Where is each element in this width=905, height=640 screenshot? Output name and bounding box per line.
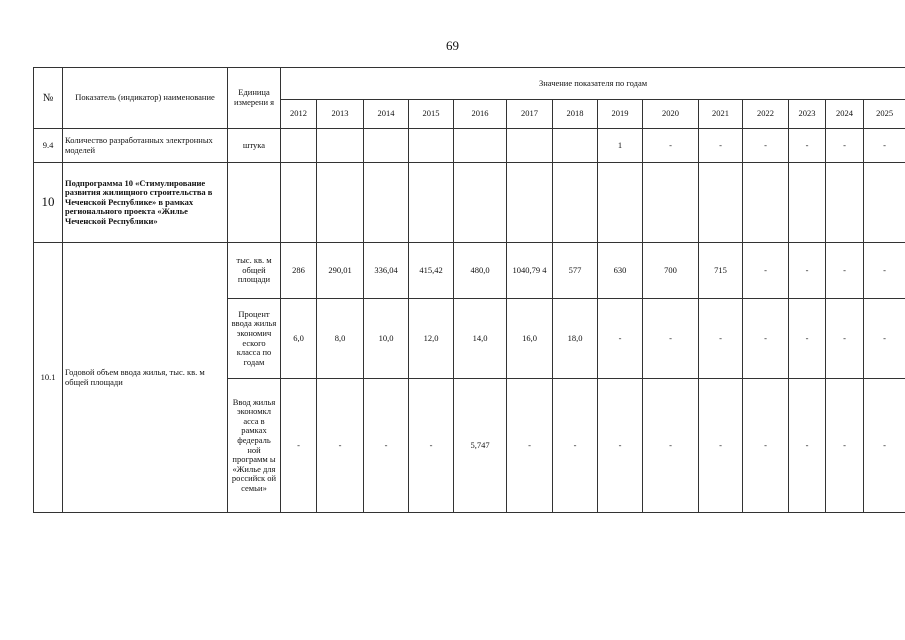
value-cell: -: [864, 299, 905, 379]
value-cell: -: [743, 299, 789, 379]
value-cell: -: [598, 379, 643, 513]
year-header: 2013: [317, 100, 364, 129]
value-cell: 1040,79 4: [507, 243, 553, 299]
value-cell: 630: [598, 243, 643, 299]
year-header: 2021: [699, 100, 743, 129]
value-cell: 14,0: [454, 299, 507, 379]
value-cell: 286: [281, 243, 317, 299]
value-cell: -: [743, 379, 789, 513]
row-num: 10: [34, 163, 63, 243]
value-cell: -: [826, 299, 864, 379]
value-cell: [364, 129, 409, 163]
value-cell: -: [699, 299, 743, 379]
value-cell: 700: [643, 243, 699, 299]
value-cell: 10,0: [364, 299, 409, 379]
value-cell: -: [643, 299, 699, 379]
value-cell: 336,04: [364, 243, 409, 299]
year-header: 2020: [643, 100, 699, 129]
value-cell: -: [743, 129, 789, 163]
value-cell: -: [317, 379, 364, 513]
value-cell: 577: [553, 243, 598, 299]
value-cell: -: [789, 299, 826, 379]
value-cell: 6,0: [281, 299, 317, 379]
value-cell: -: [864, 379, 905, 513]
year-header: 2019: [598, 100, 643, 129]
value-cell: -: [281, 379, 317, 513]
value-cell: -: [699, 129, 743, 163]
value-cell: -: [864, 243, 905, 299]
row-num: 9.4: [34, 129, 63, 163]
value-cell: -: [364, 379, 409, 513]
year-header: 2023: [789, 100, 826, 129]
row-unit: тыс. кв. м общей площади: [228, 243, 281, 299]
value-cell: -: [553, 379, 598, 513]
value-cell: [454, 129, 507, 163]
value-cell: 18,0: [553, 299, 598, 379]
header-unit: Единица измерени я: [228, 68, 281, 129]
year-header: 2018: [553, 100, 598, 129]
row-unit: штука: [228, 129, 281, 163]
value-cell: [317, 129, 364, 163]
year-header: 2025: [864, 100, 905, 129]
row-num: 10.1: [34, 243, 63, 513]
row-unit: Процент ввода жилья экономич еского класса по годам: [228, 299, 281, 379]
value-cell: 1: [598, 129, 643, 163]
value-cell: [553, 129, 598, 163]
value-cell: -: [507, 379, 553, 513]
value-cell: 16,0: [507, 299, 553, 379]
header-indicator: Показатель (индикатор) наименование: [63, 68, 228, 129]
value-cell: 415,42: [409, 243, 454, 299]
value-cell: -: [699, 379, 743, 513]
table-row: [34, 243, 905, 299]
value-cell: -: [864, 129, 905, 163]
value-cell: -: [789, 129, 826, 163]
value-cell: -: [826, 379, 864, 513]
value-cell: -: [789, 379, 826, 513]
indicator-table: [33, 67, 905, 513]
value-cell: -: [409, 379, 454, 513]
header-values-by-year: Значение показателя по годам: [281, 68, 905, 100]
table-row: [34, 129, 905, 163]
header-num: №: [34, 68, 63, 129]
row-unit: Ввод жилья экономкл асса в рамках федераль ной программ ы «Жилье для российск ой семьи»: [228, 379, 281, 513]
row-name: Годовой объем ввода жилья, тыс. кв. м общей площади: [63, 243, 228, 513]
value-cell: [409, 129, 454, 163]
value-cell: 8,0: [317, 299, 364, 379]
page-number: 69: [446, 38, 459, 53]
value-cell: 12,0: [409, 299, 454, 379]
value-cell: -: [643, 379, 699, 513]
value-cell: 290,01: [317, 243, 364, 299]
year-header: 2022: [743, 100, 789, 129]
year-header: 2017: [507, 100, 553, 129]
year-header: 2012: [281, 100, 317, 129]
year-header: 2015: [409, 100, 454, 129]
value-cell: -: [743, 243, 789, 299]
year-header: 2024: [826, 100, 864, 129]
year-header: 2014: [364, 100, 409, 129]
value-cell: -: [826, 129, 864, 163]
row-name: Количество разработанных электронных моделей: [63, 129, 228, 163]
value-cell: -: [598, 299, 643, 379]
value-cell: -: [826, 243, 864, 299]
value-cell: [281, 129, 317, 163]
value-cell: 715: [699, 243, 743, 299]
value-cell: -: [789, 243, 826, 299]
table-row: [34, 163, 905, 243]
year-header: 2016: [454, 100, 507, 129]
value-cell: 480,0: [454, 243, 507, 299]
value-cell: [507, 129, 553, 163]
value-cell: 5,747: [454, 379, 507, 513]
value-cell: -: [643, 129, 699, 163]
subprogram-title: Подпрограмма 10 «Стимулирование развития жилищного строительства в Чеченской Республике» в рамках регионального проекта «Жилье Чеченской Республики»: [63, 163, 228, 243]
